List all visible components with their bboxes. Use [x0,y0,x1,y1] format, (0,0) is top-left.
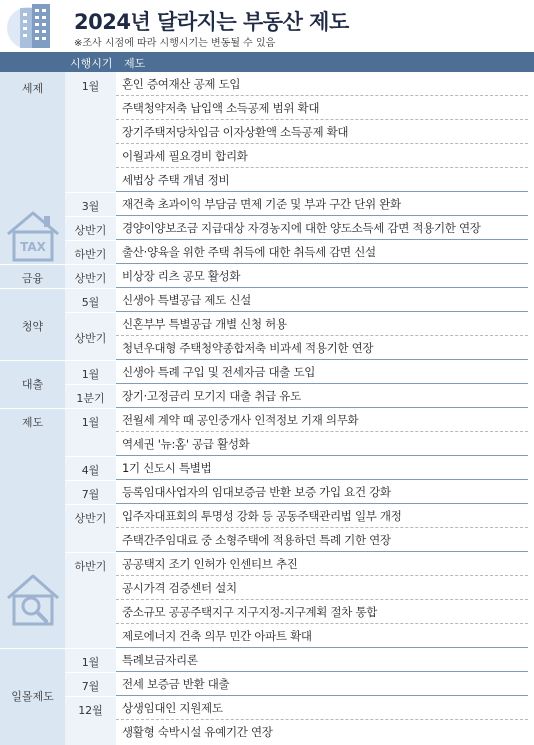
table-row [116,312,528,336]
column-header-policy: 제도 [124,57,146,70]
table-row [116,72,528,96]
table-row [116,120,528,144]
policy-text: 장기·고정금리 모기지 대출 취급 유도 [122,389,301,403]
table-header [0,52,534,72]
policy-text: 이월과세 필요경비 합리화 [122,149,248,163]
table-row [116,432,528,456]
tax-label: TAX [20,240,46,254]
policy-text: 출산·양육을 위한 주택 취득에 대한 취득세 감면 신설 [122,245,376,259]
policy-text: 신생아 특례 구입 및 전세자금 대출 도입 [122,365,316,379]
table-row [116,264,528,288]
date-label: 상반기 [74,332,107,345]
policy-text: 1기 신도시 특별법 [122,461,212,475]
policy-text: 신혼부부 특별공급 개별 신청 허용 [122,317,287,331]
table-row [116,336,528,360]
table-row [116,456,528,480]
table-row [116,144,528,168]
policy-text: 주택청약저축 납입액 소득공제 범위 확대 [122,101,320,115]
date-label: 4월 [81,464,100,477]
table-row [116,552,528,576]
table-row [116,624,528,648]
date-label: 7월 [81,488,100,501]
date-label: 5월 [81,296,100,309]
table-row [116,672,528,696]
date-label: 12월 [78,704,103,717]
policy-text: 등록임대사업자의 임대보증금 반환 보증 가입 요건 강화 [122,485,391,499]
table-row [116,600,528,624]
page-title: 2024년 달라지는 부동산 제도 [74,10,349,34]
policy-text: 주택간주임대료 중 소형주택에 적용하던 특례 기한 연장 [122,533,391,547]
table-row [116,696,528,720]
building-icon [6,2,64,48]
table-row [116,528,528,552]
table-row [116,96,528,120]
date-label: 상반기 [74,272,107,285]
category-label: 제도 [21,416,44,429]
date-label: 1월 [81,416,100,429]
date-label: 1월 [81,368,100,381]
policy-text: 중소규모 공공주택지구 지구지정-지구계획 절차 통합 [122,605,378,619]
table-row [116,480,528,504]
policy-text: 비상장 리츠 공모 활성화 [122,269,241,283]
policy-text: 생활형 숙박시설 유예기간 연장 [122,725,273,739]
policy-text: 특례보금자리론 [122,653,198,667]
policy-text: 혼인 증여재산 공제 도입 [122,77,241,91]
policy-text: 입주자대표회의 투명성 강화 등 공동주택관리법 일부 개정 [122,509,402,523]
table-row [116,168,528,192]
table-row [116,408,528,432]
house-tax-icon [4,208,62,264]
table-row [116,288,528,312]
policy-text: 청년우대형 주택청약종합저축 비과세 적용기한 연장 [122,341,374,355]
category-label: 청약 [21,320,44,333]
table-row [116,240,528,264]
date-label: 하반기 [74,560,107,573]
category-label: 대출 [21,378,44,391]
policy-text: 상생임대인 지원제도 [122,701,223,715]
column-header-date: 시행시기 [70,57,113,70]
policy-text: 전세 보증금 반환 대출 [122,677,230,691]
policy-text: 재건축 초과이익 부담금 면제 기준 및 부과 구간 단위 완화 [122,197,401,211]
policy-text: 공시가격 검증센터 설치 [122,581,237,595]
date-label: 하반기 [74,248,107,261]
table-row [116,648,528,672]
date-label: 상반기 [74,512,107,525]
header [0,0,534,52]
policy-text: 경양이양보조금 지급대상 자경농지에 대한 양도소득세 감면 적용기한 연장 [122,221,481,235]
table-row [116,216,528,240]
table-row [116,360,528,384]
house-search-icon [4,570,62,630]
table-row [116,192,528,216]
policy-text: 세법상 주택 개념 정비 [122,173,230,187]
category-label: 세제 [21,82,44,95]
policy-text: 전월세 계약 때 공인중개사 인적정보 기재 의무화 [122,413,359,427]
category-label: 일몰제도 [11,690,54,703]
date-label: 1분기 [76,392,105,405]
policy-text: 신생아 특별공급 제도 신설 [122,293,251,307]
category-label: 금융 [21,272,44,285]
policy-text: 제로에너지 건축 의무 민간 아파트 확대 [122,629,312,643]
table-row [116,576,528,600]
table-row [116,504,528,528]
policy-text: 역세권 '뉴:홈' 공급 활성화 [122,437,250,451]
policy-text: 장기주택저당차입금 이자상환액 소득공제 확대 [122,125,349,139]
table-row [116,384,528,408]
policy-text: 공공택지 조기 인허가 인센티브 추진 [122,557,298,571]
date-label: 1월 [81,80,100,93]
table-row [116,720,528,744]
date-label: 7월 [81,680,100,693]
date-label: 1월 [81,656,100,669]
page-subtitle: ※조사 시점에 따라 시행시기는 변동될 수 있음 [74,38,276,49]
date-label: 3월 [81,200,100,213]
date-label: 상반기 [74,224,107,237]
